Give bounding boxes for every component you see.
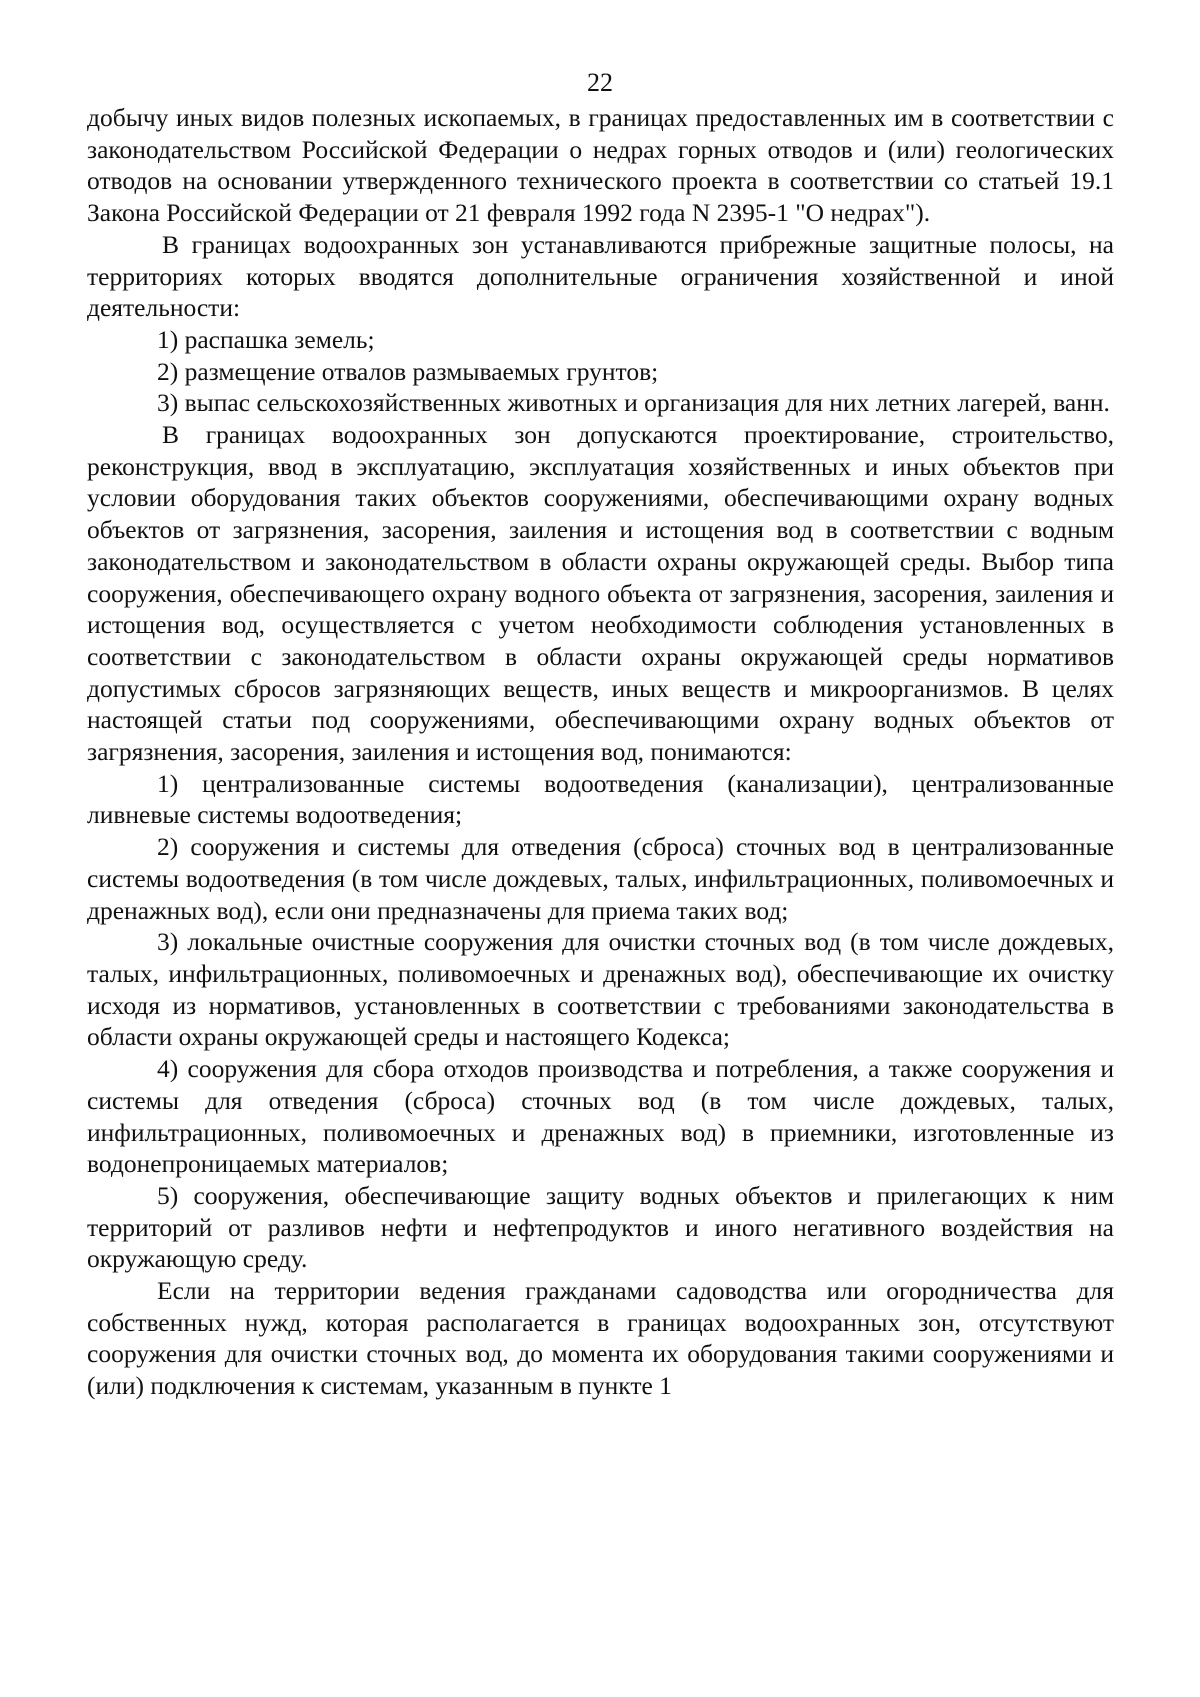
list-item: 4) сооружения для сбора отходов производства и потребления, а также сооружения и системы для отведения (сброса) сточных вод (в том числе дождевых, талых, инфильтрационных, поливомоечных и дренажных вод) в приемники, изготовленные из водонепроницаемых материалов;: [87, 1054, 1114, 1179]
list-item: 5) сооружения, обеспечивающие защиту водных объектов и прилегающих к ним территорий от разливов нефти и нефтепродуктов и иного негативного воздействия на окружающую среду.: [87, 1180, 1114, 1274]
list-item: 3) выпас сельскохозяйственных животных и организация для них летних лагерей, ванн.: [157, 388, 1110, 418]
paragraph-gardening: Если на территории ведения гражданами садоводства или огородничества для собственных нужд, которая располагается в границах водоохранных зон, отсутствуют сооружения для очистки сточных вод, до момента их оборудования такими сооружениями и (или) подключения к системам, указанным в пункте 1: [87, 1276, 1114, 1401]
paragraph-continuation: добычу иных видов полезных ископаемых, в границах предоставленных им в соответствии с законодательством Российской Федерации о недрах горных отводов и (или) геологических отводов на основании утвержденного технического проекта в соответствии со статьей 19.1 Закона Российской Федерации от 21 февраля 1992 года N 2395-1 "О недрах").: [87, 103, 1114, 228]
document-body: [87, 102, 1114, 1402]
page-number: 22: [587, 68, 613, 97]
list-item: 3) локальные очистные сооружения для очистки сточных вод (в том числе дождевых, талых, инфильтрационных, поливомоечных и дренажных вод), обеспечивающие их очистку исходя из нормативов, установленных в соответствии с требованиями законодательства в области охраны окружающей среды и настоящего Кодекса;: [87, 927, 1114, 1052]
list-item: 1) распашка земель;: [157, 324, 375, 354]
list-item: 2) сооружения и системы для отведения (сброса) сточных вод в централизованные системы водоотведения (в том числе дождевых, талых, инфильтрационных, поливомоечных и дренажных вод), если они предназначены для приема таких вод;: [87, 832, 1114, 925]
list-item: 1) централизованные системы водоотведения (канализации), централизованные ливневые системы водоотведения;: [87, 768, 1114, 830]
list-item: 2) размещение отвалов размываемых грунтов;: [157, 356, 659, 386]
paragraph-permitted-activities: В границах водоохранных зон допускаются проектирование, строительство, реконструкция, ввод в эксплуатацию, эксплуатация хозяйственных и иных объектов при условии оборудования таких объектов сооружениями, обеспечивающими охрану водных объектов от загрязнения, засорения, заиления и истощения вод в соответствии с водным законодательством и законодательством в области охраны окружающей среды. Выбор типа сооружения, обеспечивающего охрану водного объекта от загрязнения, засорения, заиления и истощения вод, осуществляется с учетом необходимости соблюдения установленных в соответствии с законодательством в области охраны окружающей среды нормативов допустимых сбросов загрязняющих веществ, иных веществ и микроорганизмов. В целях настоящей статьи под сооружениями, обеспечивающими охрану водных объектов от загрязнения, засорения, заиления и истощения вод, понимаются:: [87, 420, 1114, 767]
paragraph-coastal-strips: В границах водоохранных зон устанавливаются прибрежные защитные полосы, на территориях которых вводятся дополнительные ограничения хозяйственной и иной деятельности:: [87, 229, 1114, 323]
